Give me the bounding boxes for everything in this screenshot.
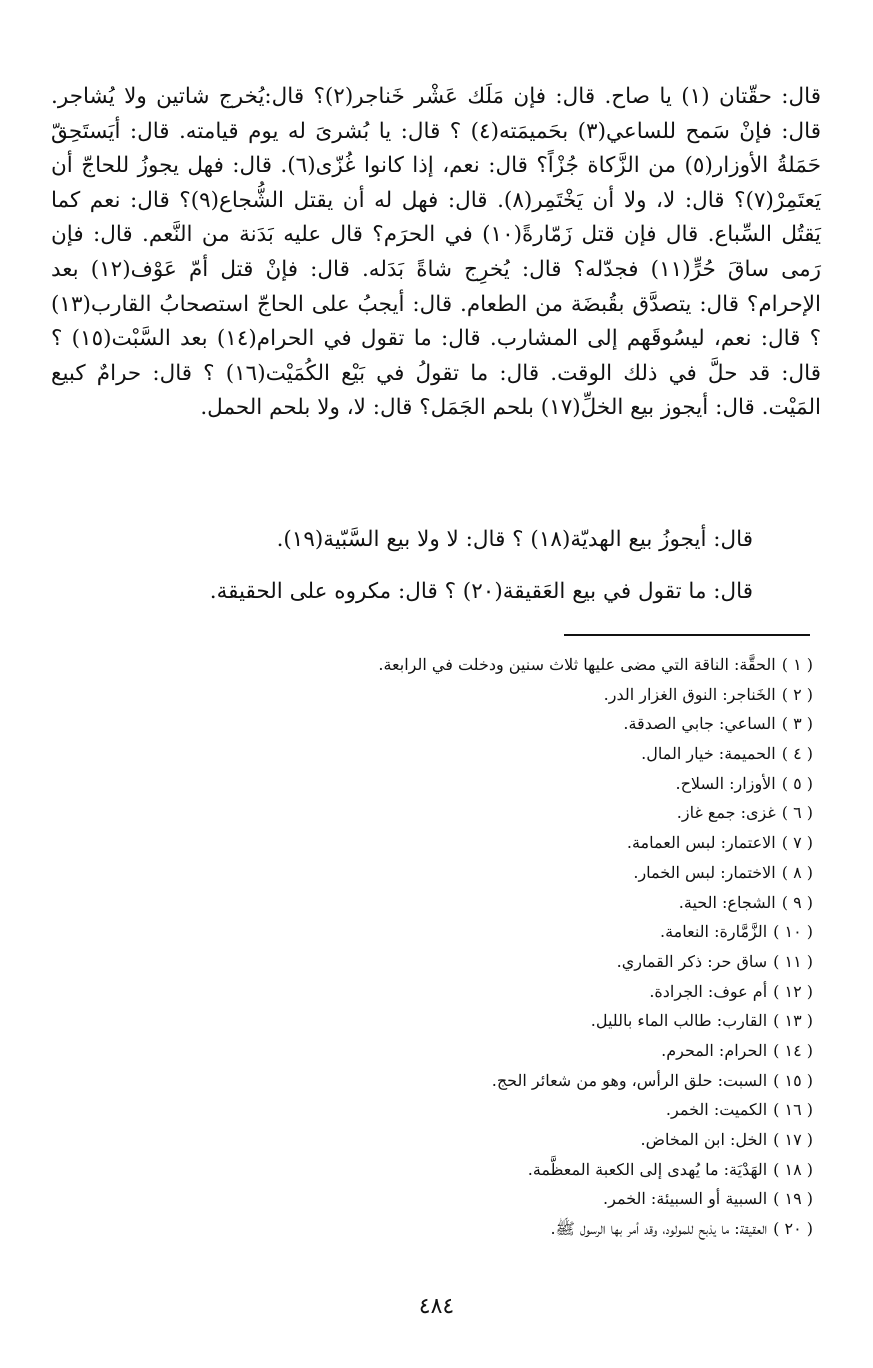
footnote-item: [113, 769, 813, 799]
footnote-item: [113, 977, 813, 1007]
footnote-text: الكميت: الخمر.: [665, 1100, 768, 1120]
footnote-number: ( ١٢ ): [773, 981, 813, 1001]
footnote-text: ساق حر: ذكر القماري.: [616, 951, 768, 971]
footnote-item: [113, 650, 813, 680]
footnote-number: ( ٥ ): [781, 773, 813, 793]
footnote-item: [113, 1036, 813, 1066]
footnote-text: الاعتمار: لبس العمامة.: [626, 833, 776, 853]
footnote-item: [113, 1125, 813, 1155]
footnote-text: الخَناجر: النوق الغزار الدر.: [603, 684, 776, 704]
main-text-line-18: قال: أيجوزُ بيع الهديّة(١٨) ؟ قال: لا ولا بيع السَّبّية(١٩).: [276, 527, 753, 552]
footnote-text: الخل: ابن المخاض.: [640, 1130, 768, 1149]
footnote-number: ( ٧ ): [781, 833, 813, 853]
footnote-number: ( ١٦ ): [773, 1100, 813, 1120]
footnote-number: ( ١ ): [781, 655, 813, 674]
footnote-number: ( ١٣ ): [773, 1011, 813, 1031]
footnote-item: [113, 1155, 813, 1185]
footnote-number: ( ٢٠ ): [773, 1219, 813, 1239]
footnote-divider: [564, 634, 810, 636]
footnote-item: [113, 739, 813, 769]
footnote-item: [113, 828, 813, 858]
footnote-item: [113, 1066, 813, 1096]
footnote-item: [113, 858, 813, 888]
footnote-number: ( ١٧ ): [773, 1130, 813, 1149]
footnote-item: [113, 888, 813, 918]
footnote-text: العقيقة: ما يذبح للمولود، وقد أمر بها الرسول ﷺ.: [550, 1219, 768, 1239]
footnote-text: الحقَّة: الناقة التي مضى عليها ثلاث سنين ودخلت في الرابعة.: [378, 655, 776, 674]
footnote-item: [113, 917, 813, 947]
footnote-text: السبت: حلق الرأس، وهو من شعائر الحج.: [491, 1070, 768, 1090]
footnote-number: ( ٩ ): [781, 892, 813, 912]
footnotes-list: [113, 650, 813, 1244]
footnote-text: القارب: طالب الماء بالليل.: [590, 1011, 768, 1031]
footnote-item: [113, 1006, 813, 1036]
footnote-text: أم عوف: الجرادة.: [649, 981, 768, 1001]
footnote-item: [113, 1095, 813, 1125]
footnote-number: ( ١٤ ): [773, 1040, 813, 1060]
footnote-text: الحرام: المحرم.: [661, 1040, 768, 1060]
footnote-item: [113, 1184, 813, 1214]
footnote-number: ( ٤ ): [781, 744, 813, 764]
footnote-number: ( ١٩ ): [773, 1189, 813, 1209]
footnote-text: الزَّمَّارة: النعامة.: [660, 922, 768, 942]
footnote-text: الشجاع: الحية.: [678, 892, 776, 912]
footnote-text: غزى: جمع غاز.: [676, 803, 776, 823]
main-text-line-20: قال: ما تقول في بيع العَقيقة(٢٠) ؟ قال: مكروه على الحقيقة.: [209, 579, 753, 604]
footnote-number: ( ١١ ): [773, 951, 813, 971]
footnote-text: الأوزار: السلاح.: [675, 773, 776, 793]
footnote-number: ( ١٨ ): [773, 1159, 813, 1179]
footnote-item: [113, 798, 813, 828]
footnote-text: الهَدْيَة: ما يُهدى إلى الكعبة المعظَّمة.: [527, 1159, 768, 1179]
footnote-number: ( ٨ ): [781, 862, 813, 882]
page-number: ٤٨٤: [418, 1294, 455, 1319]
footnote-number: ( ٦ ): [781, 803, 813, 823]
footnote-text: الساعي: جابي الصدقة.: [623, 714, 776, 734]
footnote-number: ( ١٥ ): [773, 1070, 813, 1090]
footnote-item: [113, 947, 813, 977]
footnote-text: السبية أو السبيئة: الخمر.: [603, 1189, 768, 1209]
footnote-number: ( ١٠ ): [773, 922, 813, 942]
footnote-number: ( ٢ ): [781, 684, 813, 704]
footnote-number: ( ٣ ): [781, 714, 813, 734]
footnote-item: [113, 709, 813, 739]
footnote-item: [113, 1214, 813, 1244]
main-text-paragraph: قال: حقّتان (١) يا صاح. قال: فإن مَلَك عَشْر خَناجر(٢)؟ قال:يُخرج شاتين ولا يُشاجر. قال: فإنْ سَمح للساعي(٣) بحَميمَته(٤) ؟ قال: يا بُشرىَ له يوم قيامته. قال: أيَستَحِقّ حَمَلةُ الأوزار(٥) من الزَّكاة جُزْاً؟ قال: نعم، إذا كانوا غُزّى(٦). قال: فهل يجوزُ للحاجّ أن يَعتَمِرْ(٧)؟ قال: لا، ولا أن يَخْتَمِر(٨). قال: فهل له أن يقتل الشُّجاع(٩)؟ قال: نعم كما يَقتُل السِّباع. قال فإن قتل زَمّارةً(١٠) في الحرَم؟ قال عليه بَدَنة من النَّعم. قال: فإن رَمى ساقَ حُرٍّ(١١) فجدّله؟ قال: يُخرِج شاةً بَدَله. قال: فإنْ قتل أمّ عَوْف(١٢) بعد الإحرام؟ قال: يتصدَّق بقُبضَة من الطعام. قال: أيجبُ على الحاجّ استصحابُ القارب(١٣) ؟ قال: نعم، ليسُوقَهم إلى المشارب. قال: ما تقول في الحرام(١٤) بعد السَّبْت(١٥) ؟ قال: قد حلَّ في ذلك الوقت. قال: ما تقولُ في بَيْع الكُمَيْت(١٦) ؟ قال: حرامٌ كبيع المَيْت. قال: أيجوز بيع الخلِّ(١٧) بلحم الجَمَل؟ قال: لا، ولا بلحم الحمل.: [51, 84, 822, 421]
footnote-text: الحميمة: خيار المال.: [641, 744, 776, 764]
footnote-item: [113, 680, 813, 710]
footnote-text: الاختمار: لبس الخمار.: [633, 862, 776, 882]
